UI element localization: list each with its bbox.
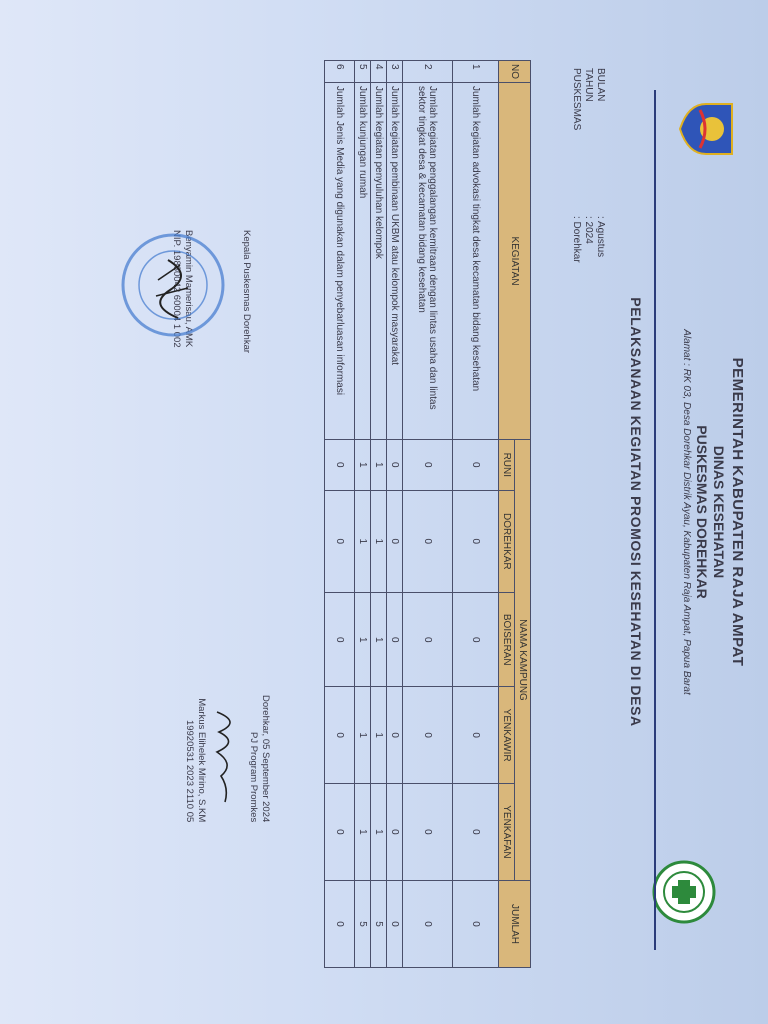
sign-place-date: Dorehkar, 05 September 2024 [260,695,271,823]
signer-nip: NIP. 19830042 60004 1 002 [171,230,182,348]
meta-year: TAHUN: 2024 [583,68,594,244]
col-village: YENKAWIR [499,687,515,783]
col-nama-kampung: NAMA KAMPUNG [515,440,531,881]
signature-block-right [183,695,271,822]
signer-nip: 19920531 2023 2110 05 [184,719,195,823]
header-address: Alamat : RK 03, Desa Dorehkar Distrik Ayau, Kabupaten Raja Ampat, Papua Barat [681,329,692,695]
table-row: 1 Jumlah kegiatan advokasi tingkat desa kecamatan bidang kesehatan 0 0 0 0 0 0 [453,61,499,968]
meta-month: BULAN: Agustus [595,68,606,258]
header-line-1: PEMERINTAH KABUPATEN RAJA AMPAT [729,357,746,667]
col-village: YENKAFAN [499,783,515,880]
col-kegiatan: KEGIATAN [499,83,531,440]
header-divider [654,90,656,950]
col-village: DOREHKAR [499,490,515,592]
official-stamp-icon [118,230,228,340]
col-village: BOISERAN [499,593,515,687]
col-jumlah: JUMLAH [499,881,531,968]
activity-table [324,60,531,968]
meta-puskesmas: PUSKESMAS: Dorehkar [571,68,582,263]
header-line-3: PUSKESMAS DOREHKAR [694,425,710,599]
table-row: 5 Jumlah kunjungan rumah 1 1 1 1 1 5 [355,61,371,968]
table-row: 4 Jumlah kegiatan penyuluhan kelompok 1 1 1 1 1 5 [371,61,387,968]
col-no: NO [499,61,531,83]
document-title: PELAKSANAAN KEGIATAN PROMOSI KESEHATAN DI DESA [628,297,644,727]
handwritten-signature-icon [207,702,247,822]
table-row: 2 Jumlah kegiatan penggalangan kemitraan dengan lintas usaha dan lintas sektor tingkat desa & kecamatan bidang kesehatan 0 0 0 0 0 0 [403,61,453,968]
signer-name: Markus Elihelek Mirino, S.KM [196,698,207,823]
col-village: RUNI [499,440,515,491]
header-line-2: DINAS KESEHATAN [711,445,727,579]
signer-name: Benyamin Mamerisau, AMK [183,230,194,348]
signer-role: PJ Program Promkes [248,732,259,823]
signer-role: Kepala Puskesmas Dorehkar [241,230,252,354]
table-row: 6 Jumlah Jenis Media yang digunakan dalam penyebarluasan informasi 0 0 0 0 0 0 [325,61,355,968]
table-row: 3 Jumlah kegiatan pembinaan UKBM atau kelompok masyarakat 0 0 0 0 0 0 [387,61,403,968]
